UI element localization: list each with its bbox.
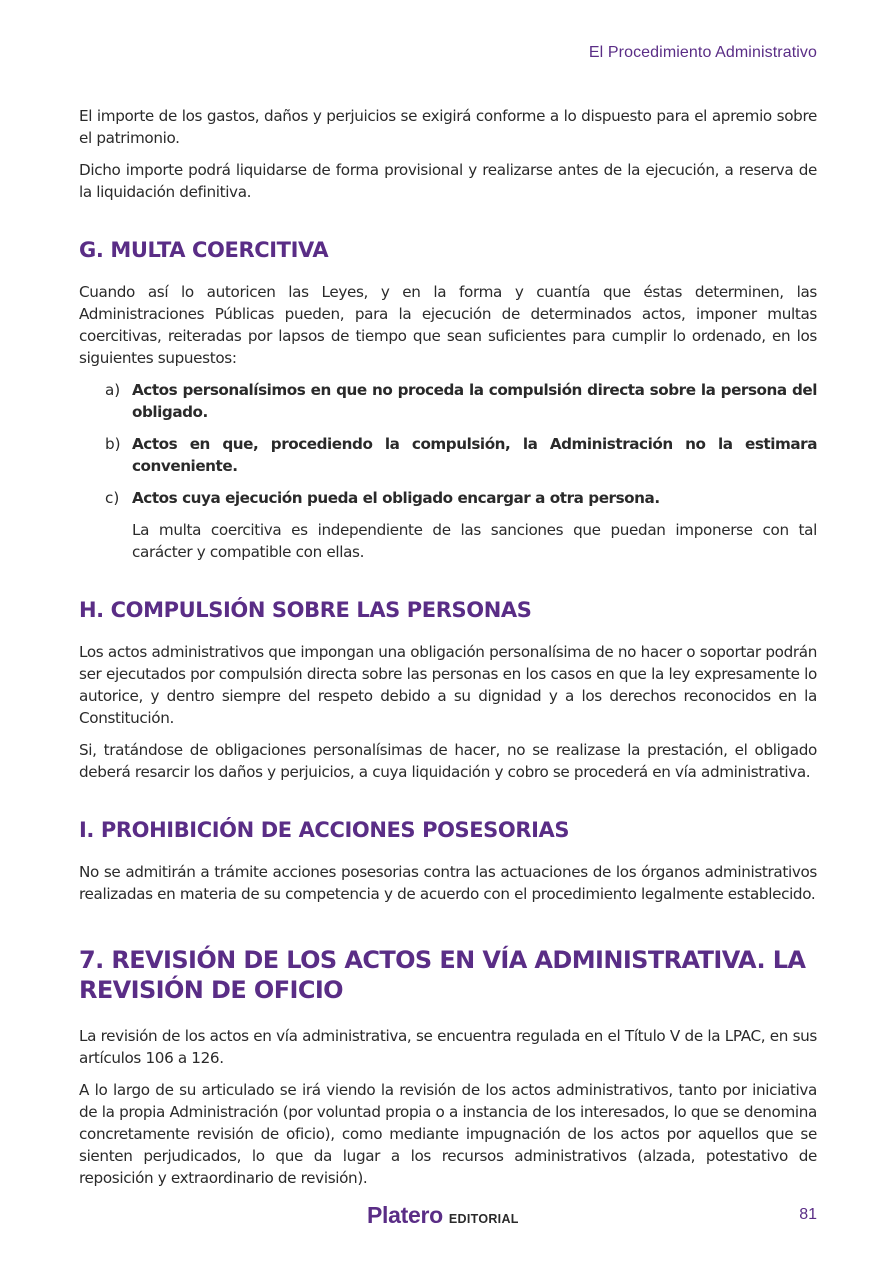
list-item-text: Actos cuya ejecución pueda el obligado encargar a otra persona. [132,489,660,507]
page-footer [79,1202,817,1232]
section-h-heading: H. COMPULSIÓN SOBRE LAS PERSONAS [79,598,532,622]
publisher-logo [367,1202,519,1229]
intro-paragraph-2: Dicho importe podrá liquidarse de forma provisional y realizarse antes de la ejecución, a reserva de la liquidación definitiva. [79,161,817,201]
chapter-7-heading: 7. REVISIÓN DE LOS ACTOS EN VÍA ADMINISTRATIVA. LA REVISIÓN DE OFICIO [79,946,806,1004]
chapter-7-paragraph-1: La revisión de los actos en vía administrativa, se encuentra regulada en el Título V de la LPAC, en sus artículos 106 a 126. [79,1027,817,1067]
intro-paragraph-1: El importe de los gastos, daños y perjuicios se exigirá conforme a lo dispuesto para el apremio sobre el patrimonio. [79,107,817,147]
section-h-paragraph-2: Si, tratándose de obligaciones personalísimas de hacer, no se realizase la prestación, el obligado deberá resarcir los daños y perjuicios, a cuya liquidación y cobro se procederá en vía administrativa. [79,741,817,781]
list-item [79,379,817,423]
chapter-7-paragraph-2: A lo largo de su articulado se irá viendo la revisión de los actos administrativos, tanto por iniciativa de la propia Administración (por voluntad propia o a instancia de los interesados, lo que se denomina concretamente revisión de oficio), como mediante impugnación de los actos por aquellos que se sienten perjudicados, lo que da lugar a los recursos administrativos (alzada, potestativo de reposición y extraordinario de revisión). [79,1081,817,1187]
section-g-paragraph: Cuando así lo autoricen las Leyes, y en la forma y cuantía que éstas determinen, las Administraciones Públicas pueden, para la ejecución de determinados actos, imponer multas coercitivas, reiteradas por lapsos de tiempo que sean suficientes para cumplir lo ordenado, en los siguientes supuestos: [79,283,817,367]
list-item-label: b) [105,435,121,453]
section-g-heading: G. MULTA COERCITIVA [79,238,329,262]
section-h-paragraph-1: Los actos administrativos que impongan una obligación personalísima de no hacer o soportar podrán ser ejecutados por compulsión directa sobre las personas en los casos en que la ley expresamente lo autorice, y dentro siempre del respeto debido a su dignidad y a los derechos reconocidos en la Constitución. [79,643,817,727]
list-item [79,487,817,509]
section-g-note: La multa coercitiva es independiente de las sanciones que puedan imponerse con tal carácter y compatible con ellas. [132,521,817,561]
page-number: 81 [799,1206,817,1223]
running-header: El Procedimiento Administrativo [588,44,817,61]
list-item-label: a) [105,381,121,399]
list-item-label: c) [105,489,120,507]
document-page [79,0,817,1280]
list-item-text: Actos personalísimos en que no proceda la compulsión directa sobre la persona del obligado. [132,381,817,421]
publisher-suffix: EDITORIAL [448,1212,519,1226]
list-item-text: Actos en que, procediendo la compulsión, la Administración no la estimara conveniente. [132,435,817,475]
section-g-list [79,379,817,509]
section-i-paragraph: No se admitirán a trámite acciones posesorias contra las actuaciones de los órganos administrativos realizadas en materia de su competencia y de acuerdo con el procedimiento legalmente establecido. [79,863,817,903]
section-i-heading: I. PROHIBICIÓN DE ACCIONES POSESORIAS [79,818,570,842]
publisher-brand: Platero [367,1202,443,1228]
list-item [79,433,817,477]
page-content [79,105,817,1199]
